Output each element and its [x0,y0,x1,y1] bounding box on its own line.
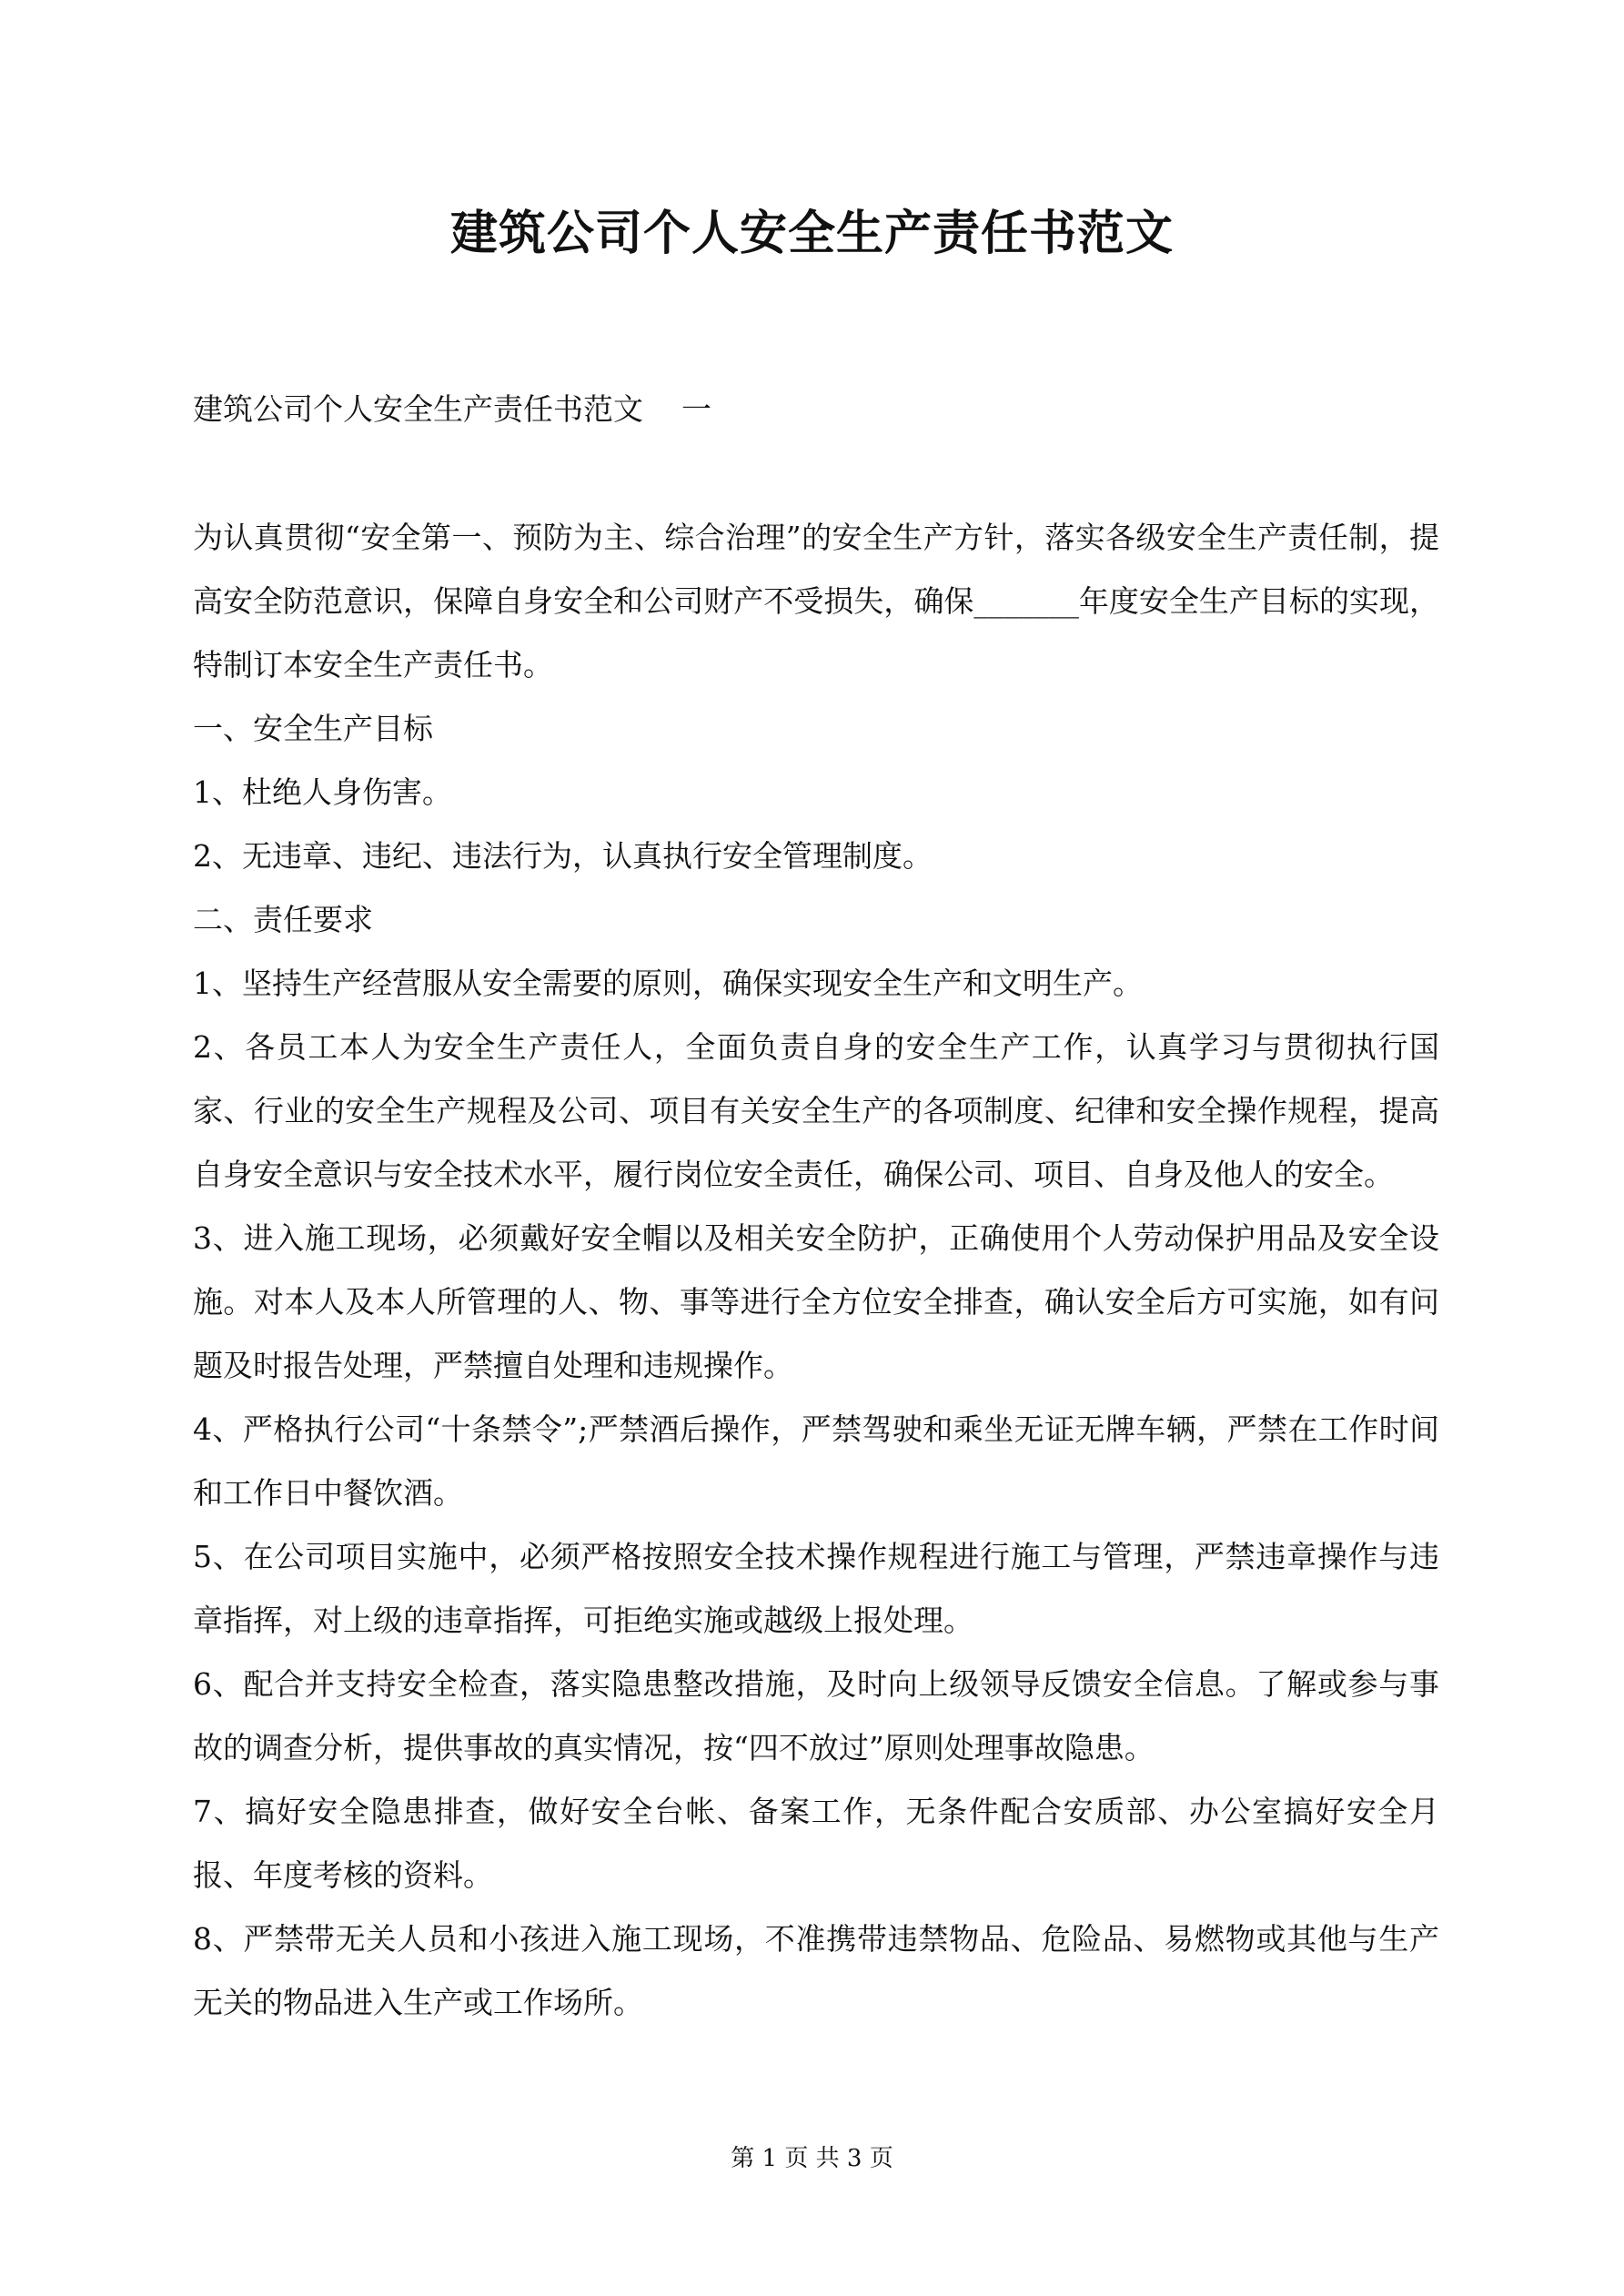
list-item: 4、严格执行公司“十条禁令”;严禁酒后操作，严禁驾驶和乘坐无证无牌车辆，严禁在工作时间和工作日中餐饮酒。 [193,1411,1439,1511]
section-heading: 二、责任要求 [193,902,373,937]
list-item: 2、各员工本人为安全生产责任人，全面负责自身的安全生产工作，认真学习与贯彻执行国家、行业的安全生产规程及公司、项目有关安全生产的各项制度、纪律和安全操作规程，提高自身安全意识与安全技术水平，履行岗位安全责任，确保公司、项目、自身及他人的安全。 [193,1029,1439,1192]
paragraph: 为认真贯彻“安全第一、预防为主、综合治理”的安全生产方针，落实各级安全生产责任制，提高安全防范意识，保障自身安全和公司财产不受损失，确保_______年度安全生产目标的实现，特制订本安全生产责任书。 [193,520,1439,683]
list-item: 1、坚持生产经营服从安全需要的原则，确保实现安全生产和文明生产。 [193,966,1143,1001]
list-item: 5、在公司项目实施中，必须严格按照安全技术操作规程进行施工与管理，严禁违章操作与违章指挥，对上级的违章指挥，可拒绝实施或越级上报处理。 [193,1539,1439,1638]
page-footer: 第 1 页 共 3 页 [731,2145,893,2172]
list-item: 1、杜绝人身伤害。 [193,774,452,810]
document-subtitle: 建筑公司个人安全生产责任书范文 一 [193,391,711,427]
document-body [193,506,1439,2035]
list-item: 2、无违章、违纪、违法行为，认真执行安全管理制度。 [193,838,933,874]
section-heading: 一、安全生产目标 [193,711,433,746]
list-item: 8、严禁带无关人员和小孩进入施工现场，不准携带违禁物品、危险品、易燃物或其他与生产无关的物品进入生产或工作场所。 [193,1921,1439,2020]
list-item: 3、进入施工现场，必须戴好安全帽以及相关安全防护，正确使用个人劳动保护用品及安全设施。对本人及本人所管理的人、物、事等进行全方位安全排查，确认安全后方可实施，如有问题及时报告处理，严禁擅自处理和违规操作。 [193,1220,1439,1383]
list-item: 6、配合并支持安全检查，落实隐患整改措施，及时向上级领导反馈安全信息。了解或参与事故的调查分析，提供事故的真实情况，按“四不放过”原则处理事故隐患。 [193,1666,1439,1765]
list-item: 7、搞好安全隐患排查，做好安全台帐、备案工作，无条件配合安质部、办公室搞好安全月报、年度考核的资料。 [193,1794,1439,1893]
document-title: 建筑公司个人安全生产责任书范文 [449,206,1174,261]
